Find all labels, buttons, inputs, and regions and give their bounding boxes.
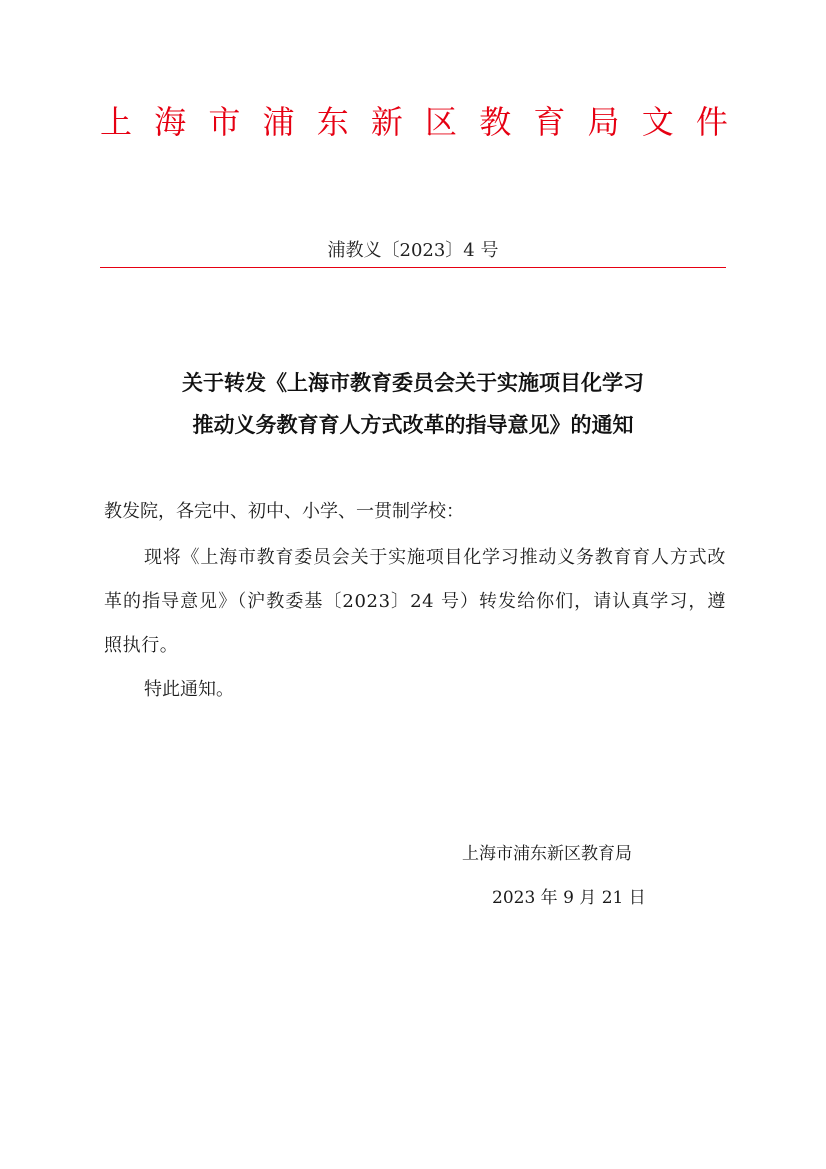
header-char: 区 (425, 103, 458, 141)
closing-remark: 特此通知。 (144, 679, 234, 700)
issue-date: 2023 年 9 月 21 日 (492, 888, 646, 908)
header-char: 浦 (262, 103, 295, 141)
header-char: 教 (479, 103, 512, 141)
header-char: 海 (154, 103, 187, 141)
header-char: 上 (100, 103, 133, 141)
document-number: 浦教义〔2023〕4 号 (327, 240, 499, 261)
title-line-2: 推动义务教育育人方式改革的指导意见》的通知 (192, 413, 634, 437)
body-paragraph: 现将《上海市教育委员会关于实施项目化学习推动义务教育育人方式改革的指导意见》（沪教委基〔2023〕24 号）转发给你们，请认真学习，遵照执行。 (104, 547, 726, 656)
document-title (100, 362, 726, 446)
addressee: 教发院，各完中、初中、小学、一贯制学校： (104, 501, 464, 522)
header-char: 局 (587, 103, 620, 141)
header-char: 育 (533, 103, 566, 141)
header-char: 文 (641, 103, 674, 141)
header-char: 新 (370, 103, 403, 141)
header-char: 市 (208, 103, 241, 141)
document-header-title (100, 100, 728, 144)
issuing-organization: 上海市浦东新区教育局 (462, 844, 632, 864)
header-char: 件 (695, 103, 728, 141)
red-divider-line (100, 267, 726, 268)
header-char: 东 (316, 103, 349, 141)
title-line-1: 关于转发《上海市教育委员会关于实施项目化学习 (182, 371, 644, 395)
document-body (104, 490, 726, 712)
